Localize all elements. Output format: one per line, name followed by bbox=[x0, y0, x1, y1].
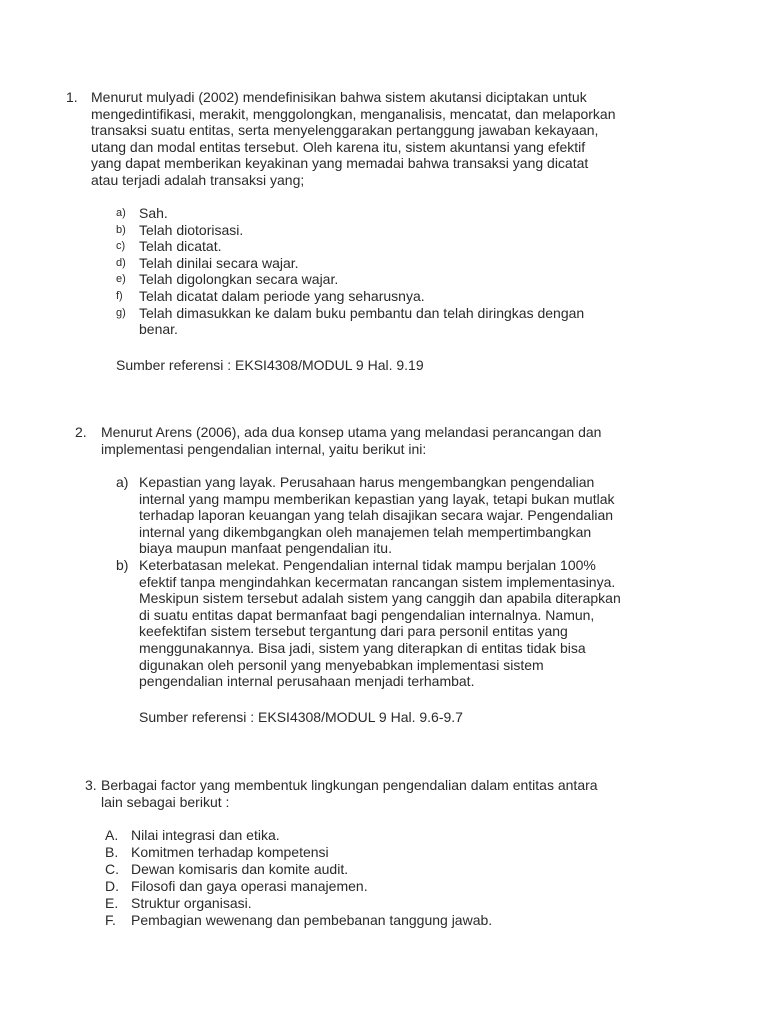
option-text: Telah dicatat dalam periode yang seharusnya. bbox=[139, 287, 425, 304]
option-text: Nilai integrasi dan etika. bbox=[131, 827, 280, 843]
list-item bbox=[105, 861, 665, 878]
option-list bbox=[105, 827, 665, 929]
option-label: E. bbox=[105, 895, 119, 911]
option-list bbox=[116, 474, 696, 690]
option-text: Telah dicatat. bbox=[139, 238, 222, 255]
option-text: Telah digolongkan secara wajar. bbox=[139, 271, 339, 288]
list-item bbox=[105, 827, 665, 844]
question-text-line: yang dapat memberikan keyakinan yang memadai bahwa transaksi yang dicatat bbox=[91, 155, 589, 171]
option-label: a) bbox=[116, 207, 126, 219]
list-item bbox=[116, 222, 676, 239]
list-item bbox=[116, 205, 676, 222]
list-item bbox=[116, 271, 676, 288]
question-text-line: atau terjadi adalah transaksi yang; bbox=[91, 171, 305, 188]
question-text-line: utang dan modal entitas tersebut. Oleh karena itu, sistem akuntansi yang efektif bbox=[91, 138, 586, 155]
option-text: Struktur organisasi. bbox=[131, 895, 252, 911]
question-text-line: Berbagai factor yang membentuk lingkungan pengendalian dalam entitas antara bbox=[101, 777, 598, 793]
question-text-line: Menurut Arens (2006), ada dua konsep utama yang melandasi perancangan dan bbox=[101, 424, 602, 440]
option-text: Telah dinilai secara wajar. bbox=[139, 254, 299, 271]
option-label: a) bbox=[116, 474, 129, 490]
reference-text: Sumber referensi : EKSI4308/MODUL 9 Hal. 9.19 bbox=[116, 357, 424, 373]
list-item bbox=[116, 305, 676, 338]
option-text: Telah diotorisasi. bbox=[139, 221, 244, 238]
option-label: A. bbox=[105, 827, 119, 843]
option-text: Komitmen terhadap kompetensi bbox=[131, 844, 329, 860]
option-text: Dewan komisaris dan komite audit. bbox=[131, 861, 349, 877]
option-list bbox=[116, 205, 676, 338]
question-text-line: lain sebagai berikut : bbox=[101, 793, 230, 810]
option-text: Pembagian wewenang dan pembebanan tanggung jawab. bbox=[131, 912, 493, 928]
question-number: 3. bbox=[85, 777, 97, 793]
question-text-line: transaksi suatu entitas, serta menyelenggarakan pertanggung jawaban kekayaan, bbox=[91, 122, 599, 138]
question-text-line: implementasi pengendalian internal, yaitu berikut ini: bbox=[101, 440, 427, 457]
question-text-line: Menurut mulyadi (2002) mendefinisikan bahwa sistem akutansi diciptakan untuk bbox=[91, 89, 587, 105]
option-label: f) bbox=[116, 289, 123, 302]
list-item bbox=[105, 844, 665, 861]
list-item bbox=[116, 288, 676, 305]
option-label: D. bbox=[105, 878, 119, 894]
list-item bbox=[116, 557, 696, 690]
option-label: F. bbox=[105, 912, 116, 928]
list-item bbox=[116, 255, 676, 272]
option-label: g) bbox=[116, 306, 126, 319]
option-label: e) bbox=[116, 273, 126, 286]
question-number: 1. bbox=[66, 89, 78, 105]
question-text-line: mengedintifikasi, merakit, menggolongkan, menganalisis, mencatat, dan melaporkan bbox=[91, 105, 616, 122]
option-text: Sah. bbox=[139, 205, 168, 221]
option-text: Telah dimasukkan ke dalam buku pembantu dan telah diringkas dengan benar. bbox=[139, 304, 585, 338]
reference-text: Sumber referensi : EKSI4308/MODUL 9 Hal. 9.6-9.7 bbox=[139, 709, 463, 725]
list-item bbox=[105, 878, 665, 895]
option-label: b) bbox=[116, 556, 129, 573]
option-label: C. bbox=[105, 861, 119, 877]
option-text: Kepastian yang layak. Perusahaan harus mengembangkan pengendalian internal yang mampu memberikan kepastian yang layak, tetapi bukan mutlak terhadap laporan keuangan yang telah disajikan secara wajar. Pengendalian internal yang dikembgangkan oleh manajemen telah mempertimbangkan biaya maupun manfaat pengendalian itu. bbox=[139, 474, 615, 557]
option-label: d) bbox=[116, 256, 126, 269]
list-item bbox=[105, 912, 665, 929]
list-item bbox=[116, 238, 676, 255]
option-label: b) bbox=[116, 223, 126, 236]
list-item bbox=[105, 895, 665, 912]
question-number: 2. bbox=[75, 424, 87, 440]
list-item bbox=[116, 474, 696, 557]
option-text: Keterbatasan melekat. Pengendalian internal tidak mampu berjalan 100% efektif tanpa mengindahkan kecermatan rancangan sistem implementasinya. Meskipun sistem tersebut adalah sistem yang canggih dan apabila diterapkan di suatu entitas dapat bermanfaat bagi pengendalian internalnya. Namun, keefektifan sistem tersebut tergantung dari para personil entitas yang menggunakannya. Bisa jadi, sistem yang diterapkan di entitas tidak bisa digunakan oleh personil yang menyebabkan implementasi sistem pengendalian internal perusahaan menjadi terhambat. bbox=[139, 556, 621, 690]
option-label: c) bbox=[116, 240, 126, 253]
option-label: B. bbox=[105, 844, 119, 860]
option-text: Filosofi dan gaya operasi manajemen. bbox=[131, 878, 368, 894]
